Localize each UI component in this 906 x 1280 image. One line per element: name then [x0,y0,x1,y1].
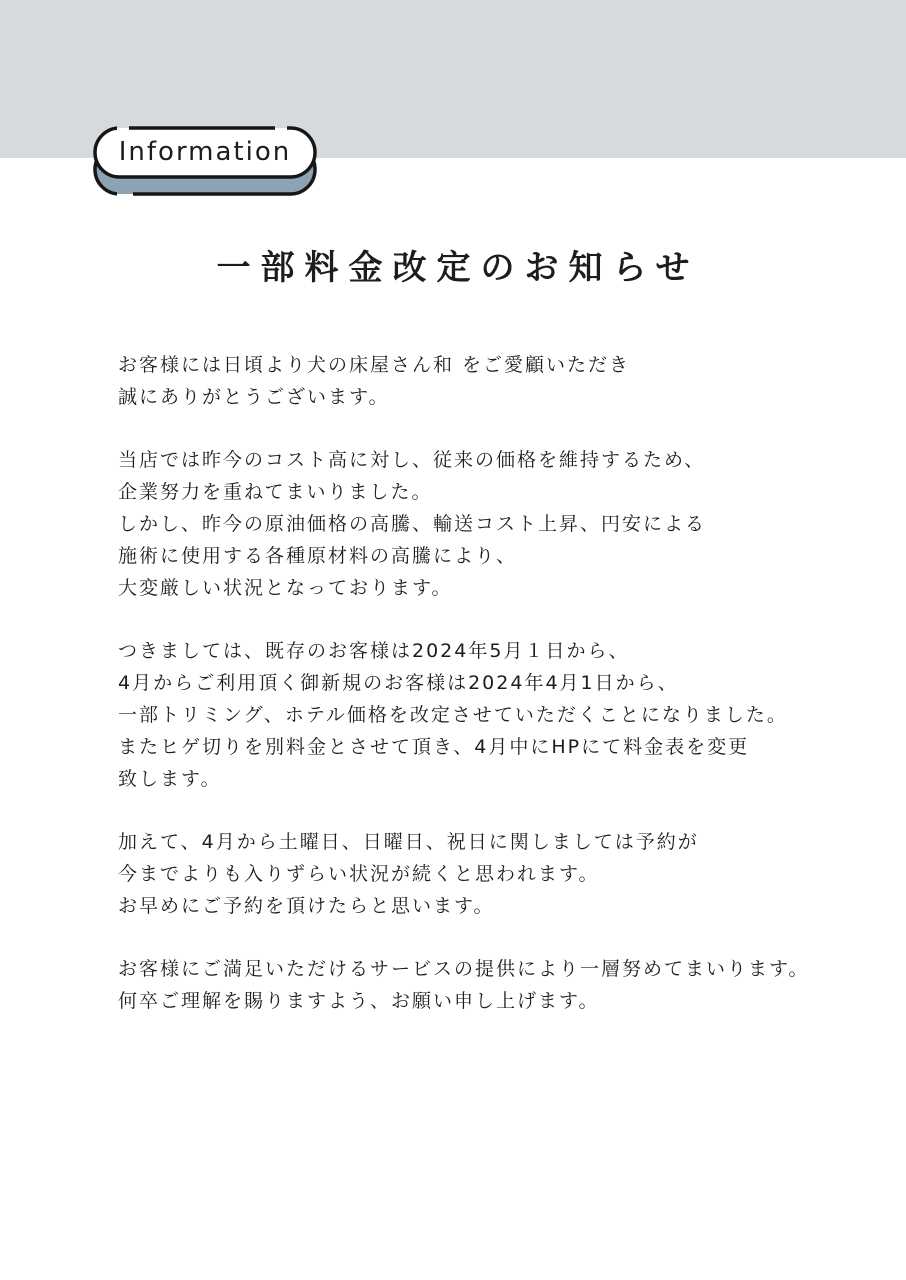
text-line: 施術に使用する各種原材料の高騰により、 [118,545,518,567]
text-line: 致します。 [118,768,222,790]
information-badge [90,123,322,201]
text-line: お客様にご満足いただけるサービスの提供により一層努めてまいります。 [118,958,810,980]
text-line: 4月からご利用頂く御新規のお客様は2024年4月1日から、 [118,672,679,694]
text-line: お客様には日頃より犬の床屋さん和 をご愛顧いただき [118,354,631,376]
page-title: 一部料金改定のお知らせ [216,248,700,288]
text-line: 大変厳しい状況となっております。 [118,577,453,599]
paragraph-price-revision [118,635,809,795]
paragraph-greeting [118,349,809,413]
text-line: 企業努力を重ねてまいりました。 [118,481,433,503]
paragraph-background [118,444,809,604]
paragraph-reservation [118,826,809,922]
outline-gap [117,194,133,198]
text-line: 一部トリミング、ホテル価格を改定させていただくことになりました。 [118,704,788,726]
paragraph-closing [118,953,809,1017]
text-line: つきましては、既存のお客様は2024年5月１日から、 [118,640,630,662]
body-text [118,349,809,1017]
text-line: またヒゲ切りを別料金とさせて頂き、4月中にHPにて料金表を変更 [118,736,750,758]
text-line: お早めにご予約を頂けたらと思います。 [118,895,495,917]
outline-gap [117,191,133,195]
text-line: 当店では昨今のコスト高に対し、従来の価格を維持するため、 [118,449,706,471]
text-line: しかし、昨今の原油価格の高騰、輸送コスト上昇、円安による [118,513,707,535]
text-line: 何卒ご理解を賜りますよう、お願い申し上げます。 [118,990,600,1012]
text-line: 加えて、4月から土曜日、日曜日、祝日に関しましては予約が [118,831,699,853]
text-line: 誠にありがとうございます。 [118,386,390,408]
badge-label: Information [118,137,292,167]
text-line: 今までよりも入りずらい状況が続くと思われます。 [118,863,600,885]
